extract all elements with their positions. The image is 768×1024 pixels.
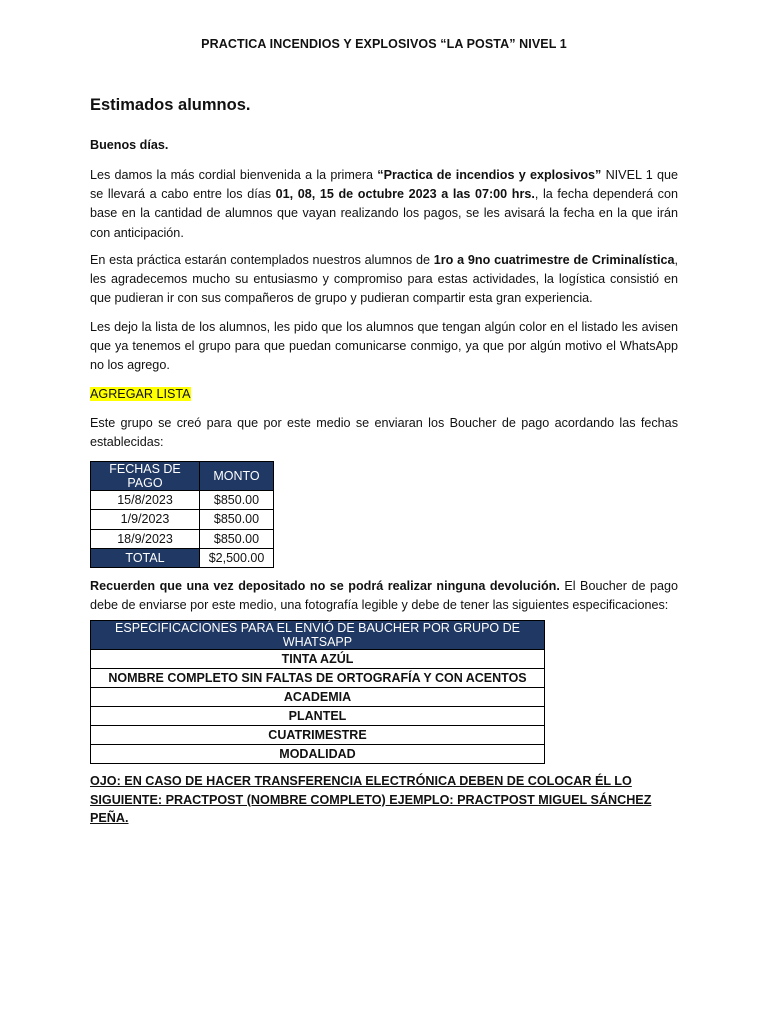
payment-date: 18/9/2023 [91,529,200,548]
spec-item: PLANTEL [91,707,545,726]
bold-run: 1ro a 9no cuatrimestre de Criminalística [433,253,675,267]
payment-amount: $850.00 [200,529,274,548]
spec-item: CUATRIMESTRE [91,726,545,745]
table-row [91,688,545,707]
spec-item: TINTA AZÚL [91,650,545,669]
table-row [91,726,545,745]
bold-run: Recuerden que una vez depositado no se podrá realizar ninguna devolución. [90,579,560,593]
table-row [91,491,274,510]
payments-total-row [91,548,274,567]
paragraph-list-info: Les dejo la lista de los alumnos, les pido que los alumnos que tengan algún color en el listado les avisen que ya tenemos el grupo para que puedan comunicarse conmigo, ya que por algún motivo el WhatsApp no los agrego. [90,320,678,373]
payments-total-amount: $2,500.00 [200,548,274,567]
payment-date: 15/8/2023 [91,491,200,510]
transfer-note: OJO: EN CASO DE HACER TRANSFERENCIA ELECTRÓNICA DEBEN DE COLOCAR ÉL LO SIGUIENTE: PRACTPOST (NOMBRE COMPLETO) EJEMPLO: PRACTPOST MIGUEL SÁNCHEZ PEÑA. [90,774,652,825]
table-row [91,650,545,669]
paragraph-refund [90,577,678,615]
text-run: El Boucher de pago debe de enviarse por este medio, una fotografía legible y debe de tener las siguientes especificaciones: [90,579,678,613]
spec-item: NOMBRE COMPLETO SIN FALTAS DE ORTOGRAFÍA Y CON ACENTOS [91,669,545,688]
payment-amount: $850.00 [200,510,274,529]
text-run: Les damos la más cordial bienvenida a la primera [90,168,378,182]
payments-header-amount: MONTO [200,462,274,491]
paragraph-welcome [90,166,678,243]
table-row [91,707,545,726]
spec-item: MODALIDAD [91,745,545,764]
text-run: , la fecha dependerá con base en la cantidad de alumnos que vayan realizando los pagos, se les avisará la fecha en la que irán con anticipación. [90,187,678,240]
table-row [91,669,545,688]
specs-header-row [91,621,545,650]
add-list-highlight: AGREGAR LISTA [90,387,191,401]
payments-total-label: TOTAL [91,548,200,567]
text-run: En esta práctica estarán contemplados nuestros alumnos de [90,253,434,267]
paragraph-group: Este grupo se creó para que por este medio se enviaran los Boucher de pago acordando las fechas establecidas: [90,416,678,450]
add-list-line [90,385,678,404]
table-row [91,745,545,764]
specifications-table [90,620,545,764]
bold-run: 01, 08, 15 de octubre 2023 a las 07:00 hrs. [275,187,535,202]
bold-run: “Practica de incendios y explosivos” [377,168,602,182]
greeting-heading: Estimados alumnos. [90,96,251,114]
payment-amount: $850.00 [200,491,274,510]
spec-item: ACADEMIA [91,688,545,707]
payments-table [90,461,274,568]
document-title: PRACTICA INCENDIOS Y EXPLOSIVOS “LA POSTA” NIVEL 1 [201,37,567,51]
payments-header-dates: FECHAS DE PAGO [91,462,200,491]
table-row [91,510,274,529]
salutation: Buenos días. [90,138,169,152]
specs-header: ESPECIFICACIONES PARA EL ENVIÓ DE BAUCHER POR GRUPO DE WHATSAPP [91,621,545,650]
text-run: NIVEL 1 que se llevará a cabo entre los días [90,168,678,202]
payments-header-row [91,462,274,491]
paragraph-students [90,251,678,309]
table-row [91,529,274,548]
text-run: , les agradecemos mucho su entusiasmo y compromiso para estas actividades, la logística consistió en que pudieran ir con sus compañeros de grupo y pudieran compartir esta gran experiencia. [90,253,679,306]
payment-date: 1/9/2023 [91,510,200,529]
